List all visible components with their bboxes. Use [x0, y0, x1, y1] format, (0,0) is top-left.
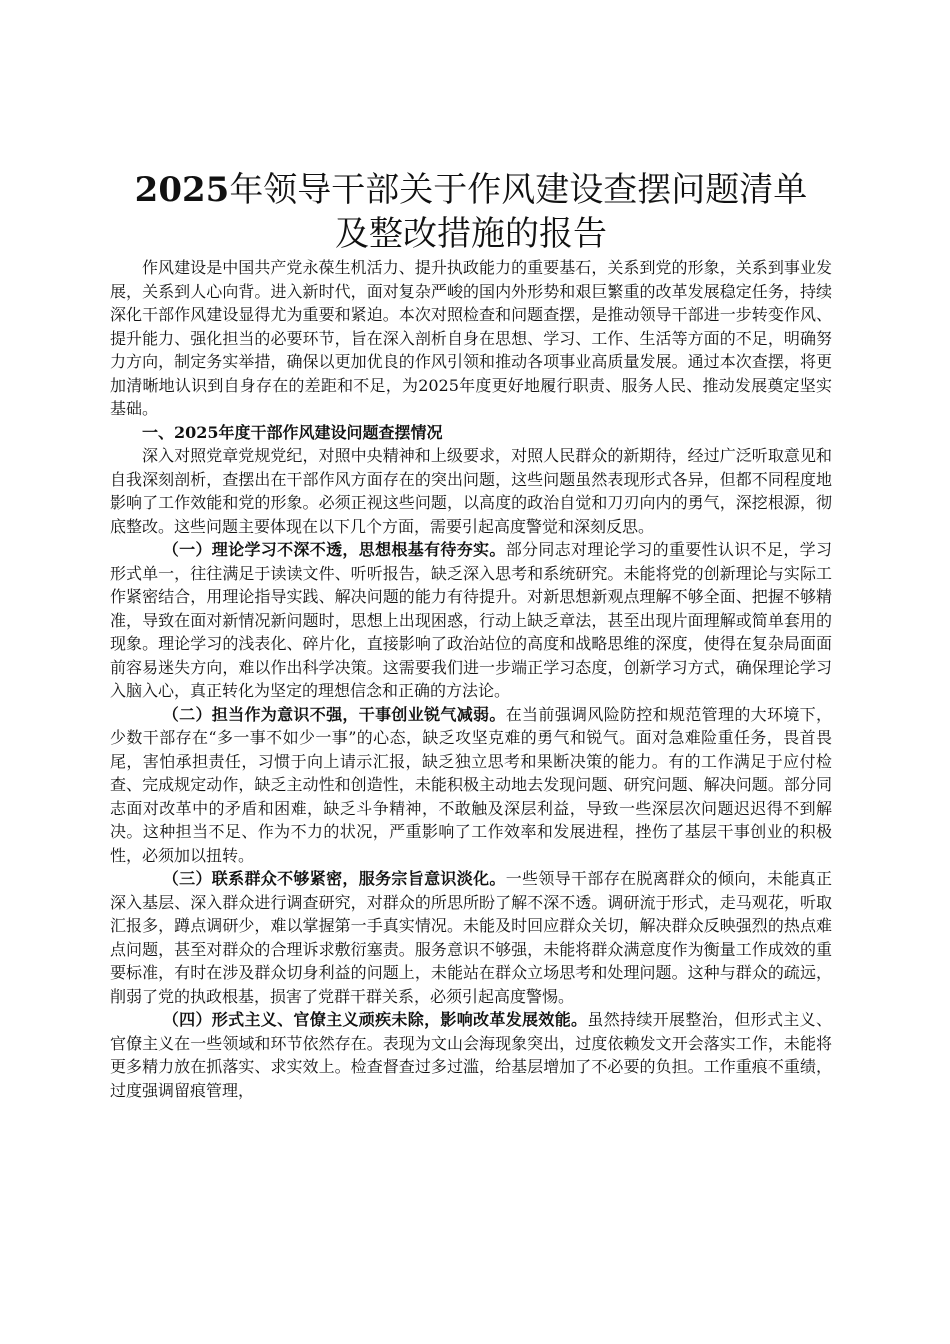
item-2-lead: （二）担当作为意识不强，干事创业锐气减弱。	[162, 704, 506, 724]
document-body	[110, 256, 832, 1102]
item-2-paragraph	[110, 703, 832, 868]
title-line-1-text: 年领导干部关于作风建设查摆问题清单	[229, 170, 808, 210]
item-4-text: 虽然持续开展整治，但形式主义、官僚主义在一些领域和环节依然存在。表现为文山会海现象突出，过度依赖发文开会落实工作，未能将更多精力放在抓落实、求实效上。检查督查过多过滥，给基层增加了不必要的负担。工作重痕不重绩，过度强调留痕管理，	[110, 1010, 832, 1100]
item-3-paragraph	[110, 867, 832, 1008]
section-1-heading: 一、2025年度干部作风建设问题查摆情况	[142, 422, 443, 442]
section-1-intro-paragraph: 深入对照党章党规党纪，对照中央精神和上级要求，对照人民群众的新期待，经过广泛听取意见和自我深刻剖析，查摆出在干部作风方面存在的突出问题，这些问题虽然表现形式各异，但都不同程度地影响了工作效能和党的形象。必须正视这些问题，以高度的政治自觉和刀刃向内的勇气，深挖根源，彻底整改。这些问题主要体现在以下几个方面，需要引起高度警觉和深刻反思。	[110, 446, 832, 536]
item-1-lead: （一）理论学习不深不透，思想根基有待夯实。	[162, 540, 506, 559]
item-1-text: 部分同志对理论学习的重要性认识不足，学习形式单一，往往满足于读读文件、听听报告，缺乏深入思考和系统研究。未能将党的创新理论与实际工作紧密结合，用理论指导实践、解决问题的能力有待提升。对新思想新观点理解不够全面、把握不够精准，导致在面对新情况新问题时，思想上出现困惑，行动上缺乏章法，甚至出现片面理解或简单套用的现象。理论学习的浅表化、碎片化，直接影响了政治站位的高度和战略思维的深度，使得在复杂局面面前容易迷失方向，难以作出科学决策。这需要我们进一步端正学习态度，创新学习方式，确保理论学习入脑入心，真正转化为坚定的理想信念和正确的方法论。	[110, 540, 832, 700]
title-line-1	[110, 168, 832, 212]
item-4-lead: （四）形式主义、官僚主义顽疾未除，影响改革发展效能。	[162, 1010, 588, 1029]
document-page	[110, 168, 832, 1102]
document-title	[110, 168, 832, 256]
intro-paragraph: 作风建设是中国共产党永葆生机活力、提升执政能力的重要基石，关系到党的形象，关系到事业发展，关系到人心向背。进入新时代，面对复杂严峻的国内外形势和艰巨繁重的改革发展稳定任务，持续深化干部作风建设显得尤为重要和紧迫。本次对照检查和问题查摆，是推动领导干部进一步转变作风、提升能力、强化担当的必要环节，旨在深入剖析自身在思想、学习、工作、生活等方面的不足，明确努力方向，制定务实举措，确保以更加优良的作风引领和推动各项事业高质量发展。通过本次查摆，将更加清晰地认识到自身存在的差距和不足，为2025年度更好地履行职责、服务人民、推动发展奠定坚实基础。	[110, 258, 832, 418]
title-year: 2025	[134, 170, 230, 210]
item-3-lead: （三）联系群众不够紧密，服务宗旨意识淡化。	[162, 869, 506, 888]
item-1-paragraph	[110, 538, 832, 703]
title-line-2: 及整改措施的报告	[335, 214, 607, 254]
item-3-text: 一些领导干部存在脱离群众的倾向，未能真正深入基层、深入群众进行调查研究，对群众的所思所盼了解不深不透。调研流于形式，走马观花，听取汇报多，蹲点调研少，难以掌握第一手真实情况。未能及时回应群众关切，解决群众反映强烈的热点难点问题，甚至对群众的合理诉求敷衍塞责。服务意识不够强，未能将群众满意度作为衡量工作成效的重要标准，有时在涉及群众切身利益的问题上，未能站在群众立场思考和处理问题。这种与群众的疏远，削弱了党的执政根基，损害了党群干群关系，必须引起高度警惕。	[110, 869, 832, 1006]
item-4-paragraph	[110, 1008, 832, 1102]
item-2-text: 在当前强调风险防控和规范管理的大环境下，少数干部存在“多一事不如少一事”的心态，缺乏攻坚克难的勇气和锐气。面对急难险重任务，畏首畏尾，害怕承担责任，习惯于向上请示汇报，缺乏独立思考和果断决策的能力。有的工作满足于应付检查、完成规定动作，缺乏主动性和创造性，未能积极主动地去发现问题、研究问题、解决问题。部分同志面对改革中的矛盾和困难，缺乏斗争精神，不敢触及深层利益，导致一些深层次问题迟迟得不到解决。这种担当不足、作为不力的状况，严重影响了工作效率和发展进程，挫伤了基层干事创业的积极性，必须加以扭转。	[110, 704, 832, 865]
